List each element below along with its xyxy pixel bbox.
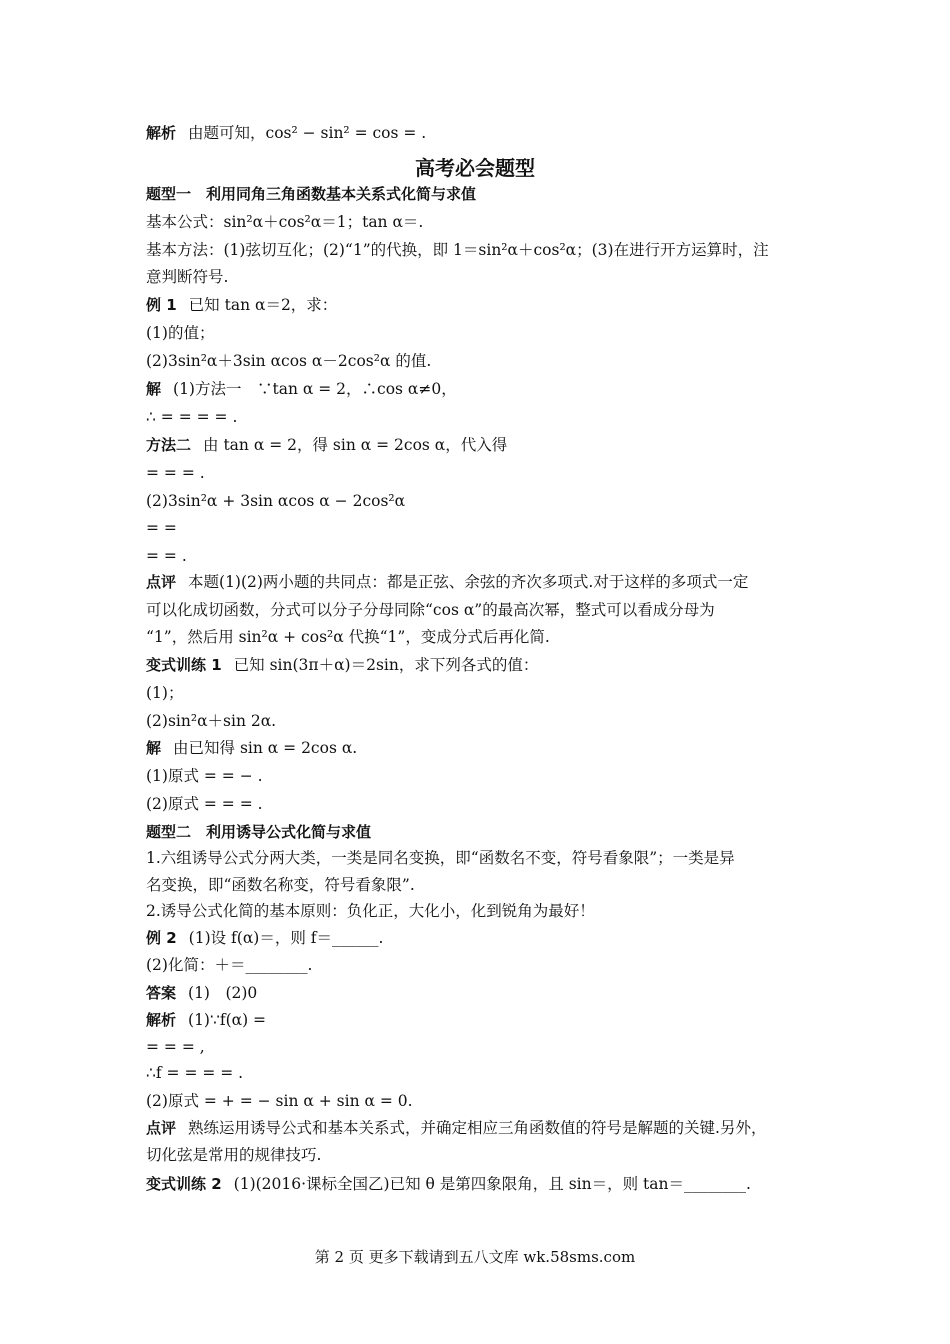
text: (1)(2016·课标全国乙)已知 θ 是第四象限角，且 sin＝，则 tan＝________. — [233, 1175, 751, 1193]
text-line: ∴ = = = = . — [146, 408, 238, 426]
text: 本题(1)(2)两小题的共同点：都是正弦、余弦的齐次多项式.对于这样的多项式一定 — [188, 573, 749, 591]
text-line: 2.诱导公式化简的基本原则：负化正，大化小，化到锐角为最好！ — [146, 902, 595, 920]
text-line: 名变换，即“函数名称变，符号看象限”. — [146, 876, 415, 894]
label: 变式训练 1 — [146, 656, 222, 674]
heading-type-1 — [146, 184, 820, 204]
text-line: = = = . — [146, 464, 205, 482]
text-line: “1”，然后用 sin²α + cos²α 代换“1”，变成分式后再化简. — [146, 628, 550, 646]
label: 解 — [146, 739, 162, 757]
variant-1-line — [146, 655, 820, 675]
text-line: 切化弦是常用的规律技巧. — [146, 1146, 322, 1164]
analysis-line — [146, 123, 820, 143]
text-line: = = = , — [146, 1038, 205, 1056]
text-line: (2)化简：＋＝________. — [146, 956, 313, 974]
text-line: 基本方法：(1)弦切互化；(2)“1”的代换，即 1＝sin²α＋cos²α；(3)在进行开方运算时，注 — [146, 241, 769, 259]
text: 熟练运用诱导公式和基本关系式，并确定相应三角函数值的符号是解题的关键.另外， — [188, 1119, 767, 1137]
text-line: (2)3sin²α＋3sin αcos α－2cos²α 的值. — [146, 352, 432, 370]
text-line: 1.六组诱导公式分两大类，一类是同名变换，即“函数名不变，符号看象限”；一类是异 — [146, 849, 735, 867]
label: 例 2 — [146, 929, 177, 947]
text-line: (1)原式 = = − . — [146, 767, 263, 785]
comment-line — [146, 1118, 820, 1138]
text-line: 可以化成切函数，分式可以分子分母同除“cos α”的最高次幂，整式可以看成分母为 — [146, 601, 715, 619]
example-1 — [146, 295, 820, 315]
text: (1) (2)0 — [188, 984, 258, 1002]
text-line: (1)； — [146, 684, 184, 702]
solution-line — [146, 738, 820, 758]
text-line: (2)sin²α＋sin 2α. — [146, 712, 277, 730]
answer-line — [146, 983, 820, 1003]
text-line: ∴f = = = = . — [146, 1064, 244, 1082]
example-2 — [146, 928, 820, 948]
text-line: (2)原式 = = = . — [146, 795, 263, 813]
text: (1)方法一 ∵tan α = 2，∴cos α≠0， — [173, 380, 457, 398]
label: 点评 — [146, 1119, 177, 1137]
heading-type-2 — [146, 822, 820, 842]
text: 已知 tan α＝2，求： — [188, 296, 338, 314]
section-title: 高考必会题型 — [415, 156, 535, 180]
solution-line — [146, 379, 820, 399]
variant-2-line — [146, 1174, 820, 1194]
label: 解析 — [146, 1011, 177, 1029]
text-line: 基本公式：sin²α＋cos²α＝1；tan α＝. — [146, 213, 424, 231]
comment-line — [146, 572, 820, 592]
text: 由 tan α = 2，得 sin α = 2cos α，代入得 — [203, 436, 508, 454]
analysis-line — [146, 1010, 820, 1030]
label: 变式训练 2 — [146, 1175, 222, 1193]
text-line: (1)的值； — [146, 324, 215, 342]
text-line: = = . — [146, 547, 187, 565]
label: 方法二 — [146, 436, 192, 454]
label: 例 1 — [146, 296, 177, 314]
text-line: = = — [146, 519, 177, 537]
method-2-line — [146, 435, 820, 455]
text-line: (2)原式 = + = − sin α + sin α = 0. — [146, 1092, 413, 1110]
label: 解析 — [146, 124, 177, 142]
label: 点评 — [146, 573, 177, 591]
label: 答案 — [146, 984, 177, 1002]
text-line: 意判断符号. — [146, 268, 229, 286]
text: 由题可知，cos² − sin² = cos = . — [188, 124, 427, 142]
label: 解 — [146, 380, 162, 398]
page-footer: 第 2 页 更多下载请到五八文库 wk.58sms.com — [314, 1248, 636, 1266]
text: 已知 sin(3π＋α)＝2sin，求下列各式的值： — [233, 656, 539, 674]
text: 由已知得 sin α = 2cos α. — [173, 739, 358, 757]
text-line: (2)3sin²α + 3sin αcos α − 2cos²α — [146, 492, 406, 510]
text: (1)设 f(α)＝，则 f＝______. — [188, 929, 384, 947]
label: 题型一 利用同角三角函数基本关系式化简与求值 — [146, 185, 477, 203]
text: (1)∵f(α) = — [188, 1011, 267, 1029]
label: 题型二 利用诱导公式化简与求值 — [146, 823, 372, 841]
